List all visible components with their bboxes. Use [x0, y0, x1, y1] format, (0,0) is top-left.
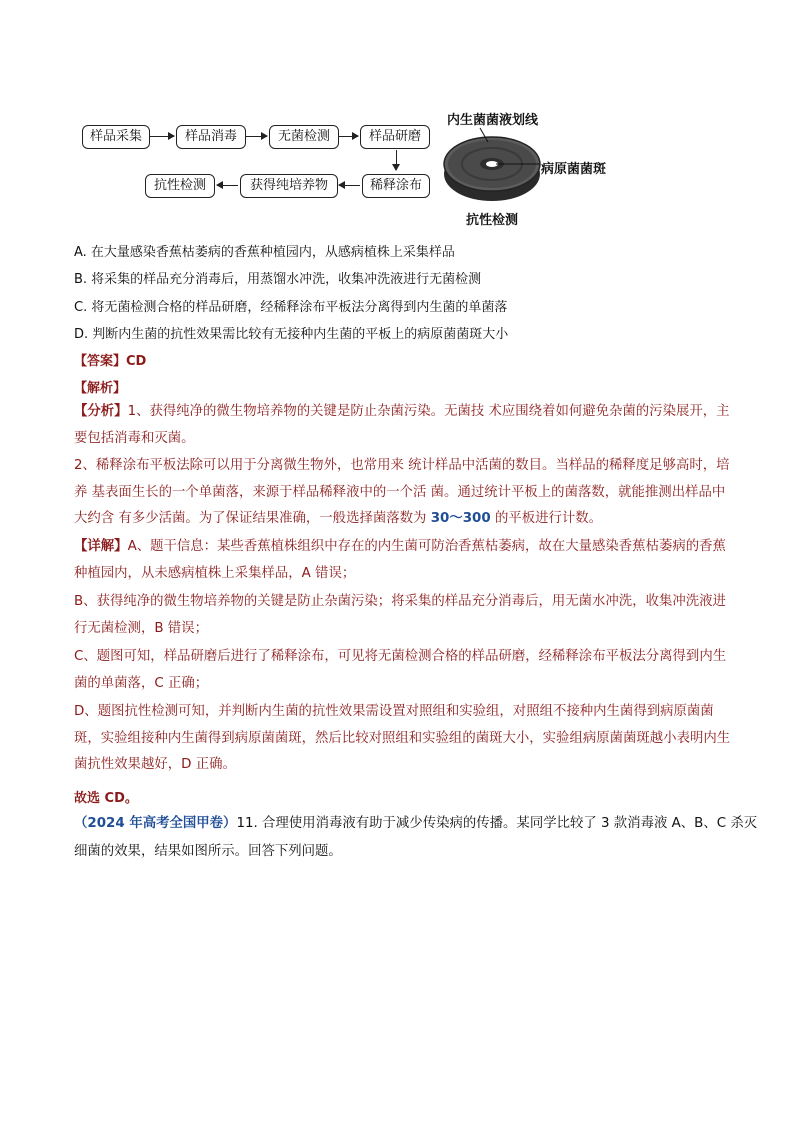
- flowchart: [78, 118, 438, 208]
- colony-count-range: 30～300: [430, 511, 491, 526]
- flow-arrow: [339, 185, 360, 186]
- flow-box-pure-culture: 获得纯培养物: [240, 174, 338, 198]
- analysis-text-1: 1、获得纯净的微生物培养物的关键是防止杂菌污染。无菌技 术应围绕着如何避免杂菌的污染展开，主要包括消毒和灭菌。: [74, 404, 730, 446]
- answer-label: 【答案】: [74, 354, 127, 369]
- option-c: C. 将无菌检测合格的样品研磨，经稀释涂布平板法分离得到内生菌的单菌落: [74, 300, 508, 315]
- detail-d: D、题图抗性检测可知，并判断内生菌的抗性效果需设置对照组和实验组，对照组不接种内生菌得到病原菌菌斑，实验组接种内生菌得到病原菌菌斑，然后比较对照组和实验组的菌斑大小，实验组病原菌菌斑越小表明内生菌抗性效果越好，D 正确。: [74, 704, 731, 772]
- flow-box-sample-disinfection: 样品消毒: [176, 125, 246, 149]
- detail-label: 【详解】: [74, 539, 128, 554]
- flow-box-resistance-test: 抗性检测: [145, 174, 215, 198]
- plate-label-pathogen-spot: 病原菌菌斑: [541, 162, 607, 177]
- analysis-heading: 【解析】: [74, 381, 127, 396]
- flow-box-sterility-test: 无菌检测: [269, 125, 339, 149]
- petri-dish-illustration: [440, 124, 550, 208]
- analysis-text-2: 2、稀释涂布平板法除可以用于分离微生物外，也常用来 统计样品中活菌的数目。当样品的稀释度足够高时，培养 基表面生长的一个单菌落，来源于样品稀释液中的一个活 菌。通过统计平板上的菌落数，就能推测出样品中大约含 有多少活菌。为了保证结果准确，一般选择菌落数为: [74, 458, 730, 526]
- next-question: [74, 810, 764, 866]
- flow-arrow: [246, 136, 267, 137]
- answer-line: [74, 350, 146, 369]
- conclusion: 故选 CD。: [74, 791, 138, 806]
- plate-label-endophyte-streak: 内生菌菌液划线: [447, 113, 539, 128]
- answer-value: CD: [126, 354, 147, 369]
- option-b: B. 将采集的样品充分消毒后，用蒸馏水冲洗，收集冲洗液进行无菌检测: [74, 272, 482, 287]
- flow-box-dilution-plating: 稀释涂布: [362, 174, 430, 198]
- flow-arrow: [339, 136, 358, 137]
- analysis-paragraph-1: [74, 399, 734, 452]
- detail-a-text: A、题干信息：某些香蕉植株组织中存在的内生菌可防治香蕉枯萎病，故在大量感染香蕉枯萎病的香蕉种植园内，从未感病植株上采集样品，A 错误；: [74, 539, 726, 581]
- detail-c: C、题图可知，样品研磨后进行了稀释涂布，可见将无菌检测合格的样品研磨，经稀释涂布平板法分离得到内生菌的单菌落，C 正确；: [74, 649, 727, 691]
- plate-caption-resistance-test: 抗性检测: [466, 213, 519, 228]
- analysis-label: 【分析】: [74, 404, 128, 419]
- flow-arrow-down: [396, 150, 397, 170]
- flow-arrow: [150, 136, 174, 137]
- analysis-paragraph-2: [74, 453, 734, 533]
- question-source: （2024 年高考全国甲卷）: [74, 816, 237, 831]
- option-a: A. 在大量感染香蕉枯萎病的香蕉种植园内，从感病植株上采集样品: [74, 245, 455, 260]
- detail-b: B、获得纯净的微生物培养物的关键是防止杂菌污染；将采集的样品充分消毒后，用无菌水冲洗，收集冲洗液进行无菌检测，B 错误；: [74, 594, 726, 636]
- flow-box-sample-grinding: 样品研磨: [360, 125, 430, 149]
- flow-arrow: [217, 185, 238, 186]
- question-text: 11. 合理使用消毒液有助于减少传染病的传播。某同学比较了 3 款消毒液 A、B、C 杀灭细菌的效果，结果如图所示。回答下列问题。: [74, 816, 758, 859]
- analysis-text-2-end: 的平板进行计数。: [494, 511, 603, 526]
- flow-box-sample-collection: 样品采集: [82, 125, 150, 149]
- detail-a: [74, 534, 734, 587]
- option-d: D. 判断内生菌的抗性效果需比较有无接种内生菌的平板上的病原菌菌斑大小: [74, 327, 509, 342]
